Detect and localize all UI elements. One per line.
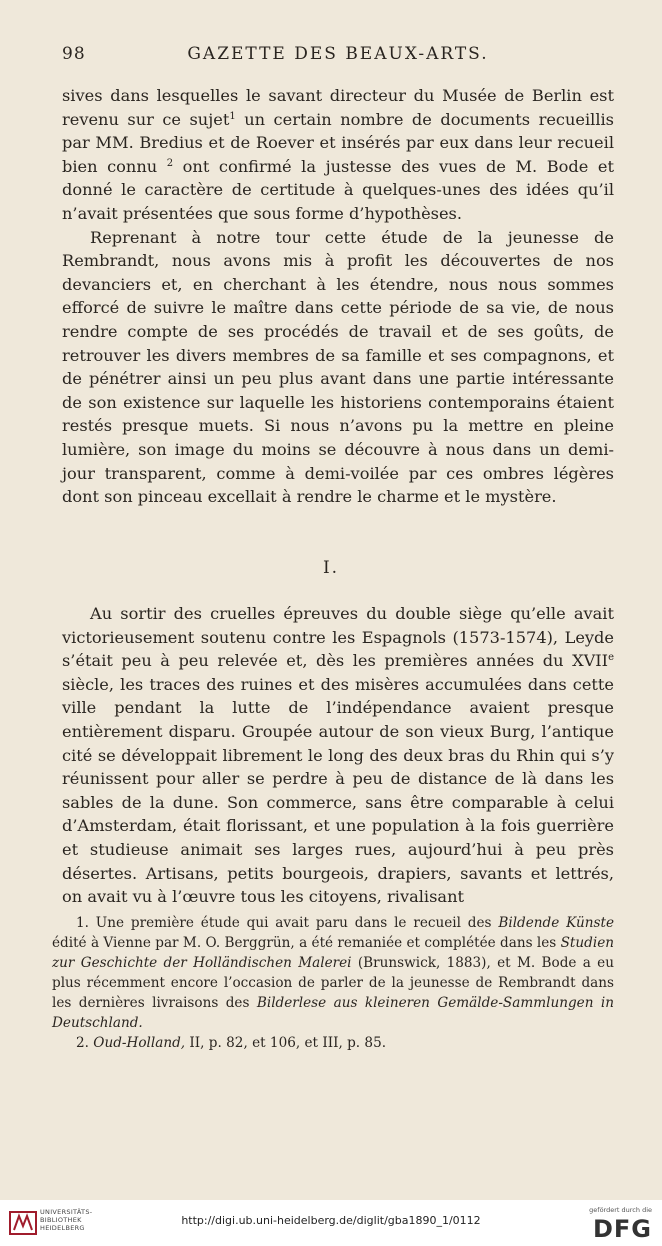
page-number: 98 xyxy=(62,44,86,64)
chapter-paragraph-1: Au sortir des cruelles épreuves du double siège qu’elle avait victorieusement soutenu contre les Espagnols (1573-1574), Leyde s’était peu à peu relevée et, dès les premières années du XVIIe siècle, les traces des ruines et des misères accumulées dans cette ville pendant la lutte de l’indépendance avaient presque entièrement disparu. Groupée autour de son vieux Burg, l’antique cité se développait librement le long des deux bras du Rhin qui s’y réunissent pour aller se perdre à peu de distance de là dans les sables de la dune. Son commerce, sans être comparable à celui d’Amsterdam, était florissant, et une population à la fois guerrière et studieuse animait ses larges rues, aujourd’hui à peu près désertes. Artisans, petits bourgeois, drapiers, savants et lettrés, on avait vu à l’œuvre tous les citoyens, rivalisant xyxy=(62,604,614,907)
journal-title: GAZETTE DES BEAUX-ARTS. xyxy=(187,44,489,64)
running-header xyxy=(62,44,614,68)
intro-text xyxy=(62,84,614,509)
section-heading: I. xyxy=(322,558,340,578)
permalink-url[interactable]: http://digi.ub.uni-heidelberg.de/diglit/gba1890_1/0112 xyxy=(181,1214,481,1227)
intro-paragraph-2: Reprenant à notre tour cette étude de la jeunesse de Rembrandt, nous avons mis à profit les découvertes de nos devanciers et, en cherchant à les étendre, nous nous sommes efforcé de suivre le maître dans cette période de sa vie, de nous rendre compte de ses procédés de travail et de ses goûts, de retrouver les divers membres de sa famille et ses compagnons, et de pénétrer ainsi un peu plus avant dans une partie intéressante de son existence sur laquelle les historiens contemporains étaient restés presque muets. Si nous n’avons pu la mettre en pleine lumière, son image du moins se découvre à nous dans un demi-jour transparent, comme à demi-voilée par ces ombres légères dont son pinceau excellait à rendre le charme et le mystère. xyxy=(62,227,614,507)
funding-note: gefördert durch die xyxy=(589,1206,652,1214)
dfg-logo[interactable]: DFG xyxy=(592,1215,652,1243)
chapter-text xyxy=(62,602,614,909)
footnote-ref-1[interactable]: 1 xyxy=(229,110,236,122)
library-name: UNIVERSITÄTS- BIBLIOTHEK HEIDELBERG xyxy=(40,1208,93,1232)
footnote-2: 2. Oud-Holland, II, p. 82, et 106, et III, p. 85. xyxy=(76,1035,387,1051)
footnotes xyxy=(52,913,614,1053)
viewer-footer xyxy=(0,1200,662,1246)
footnote-ref-2[interactable]: 2 xyxy=(166,157,174,169)
footnote-1: 1. Une première étude qui avait paru dans le recueil des Bildende Künste édité à Vienne par M. O. Berggrün, a été remaniée et complétée dans les Studien zur Geschichte der Holländischen Malerei (Brunswick, 1883), et M. Bode a eu plus récemment encore l’occasion de parler de la jeunesse de Rembrandt dans les dernières livraisons des Bilderlese aus kleineren Gemälde-Sammlungen in Deutschland. xyxy=(52,915,614,1031)
intro-paragraph-1: sives dans lesquelles le savant directeur du Musée de Berlin est revenu sur ce sujet$^1$ un certain nombre de documents recueillis par MM. Bredius et de Roever et insérés par eux dans leur recueil bien connu $^2$ ont confirmé la justesse des vues de M. Bode et donné le caractère de certitude à quelques-unes des idées qu’il n’avait présentées que sous forme d’hypothèses. xyxy=(62,86,614,223)
